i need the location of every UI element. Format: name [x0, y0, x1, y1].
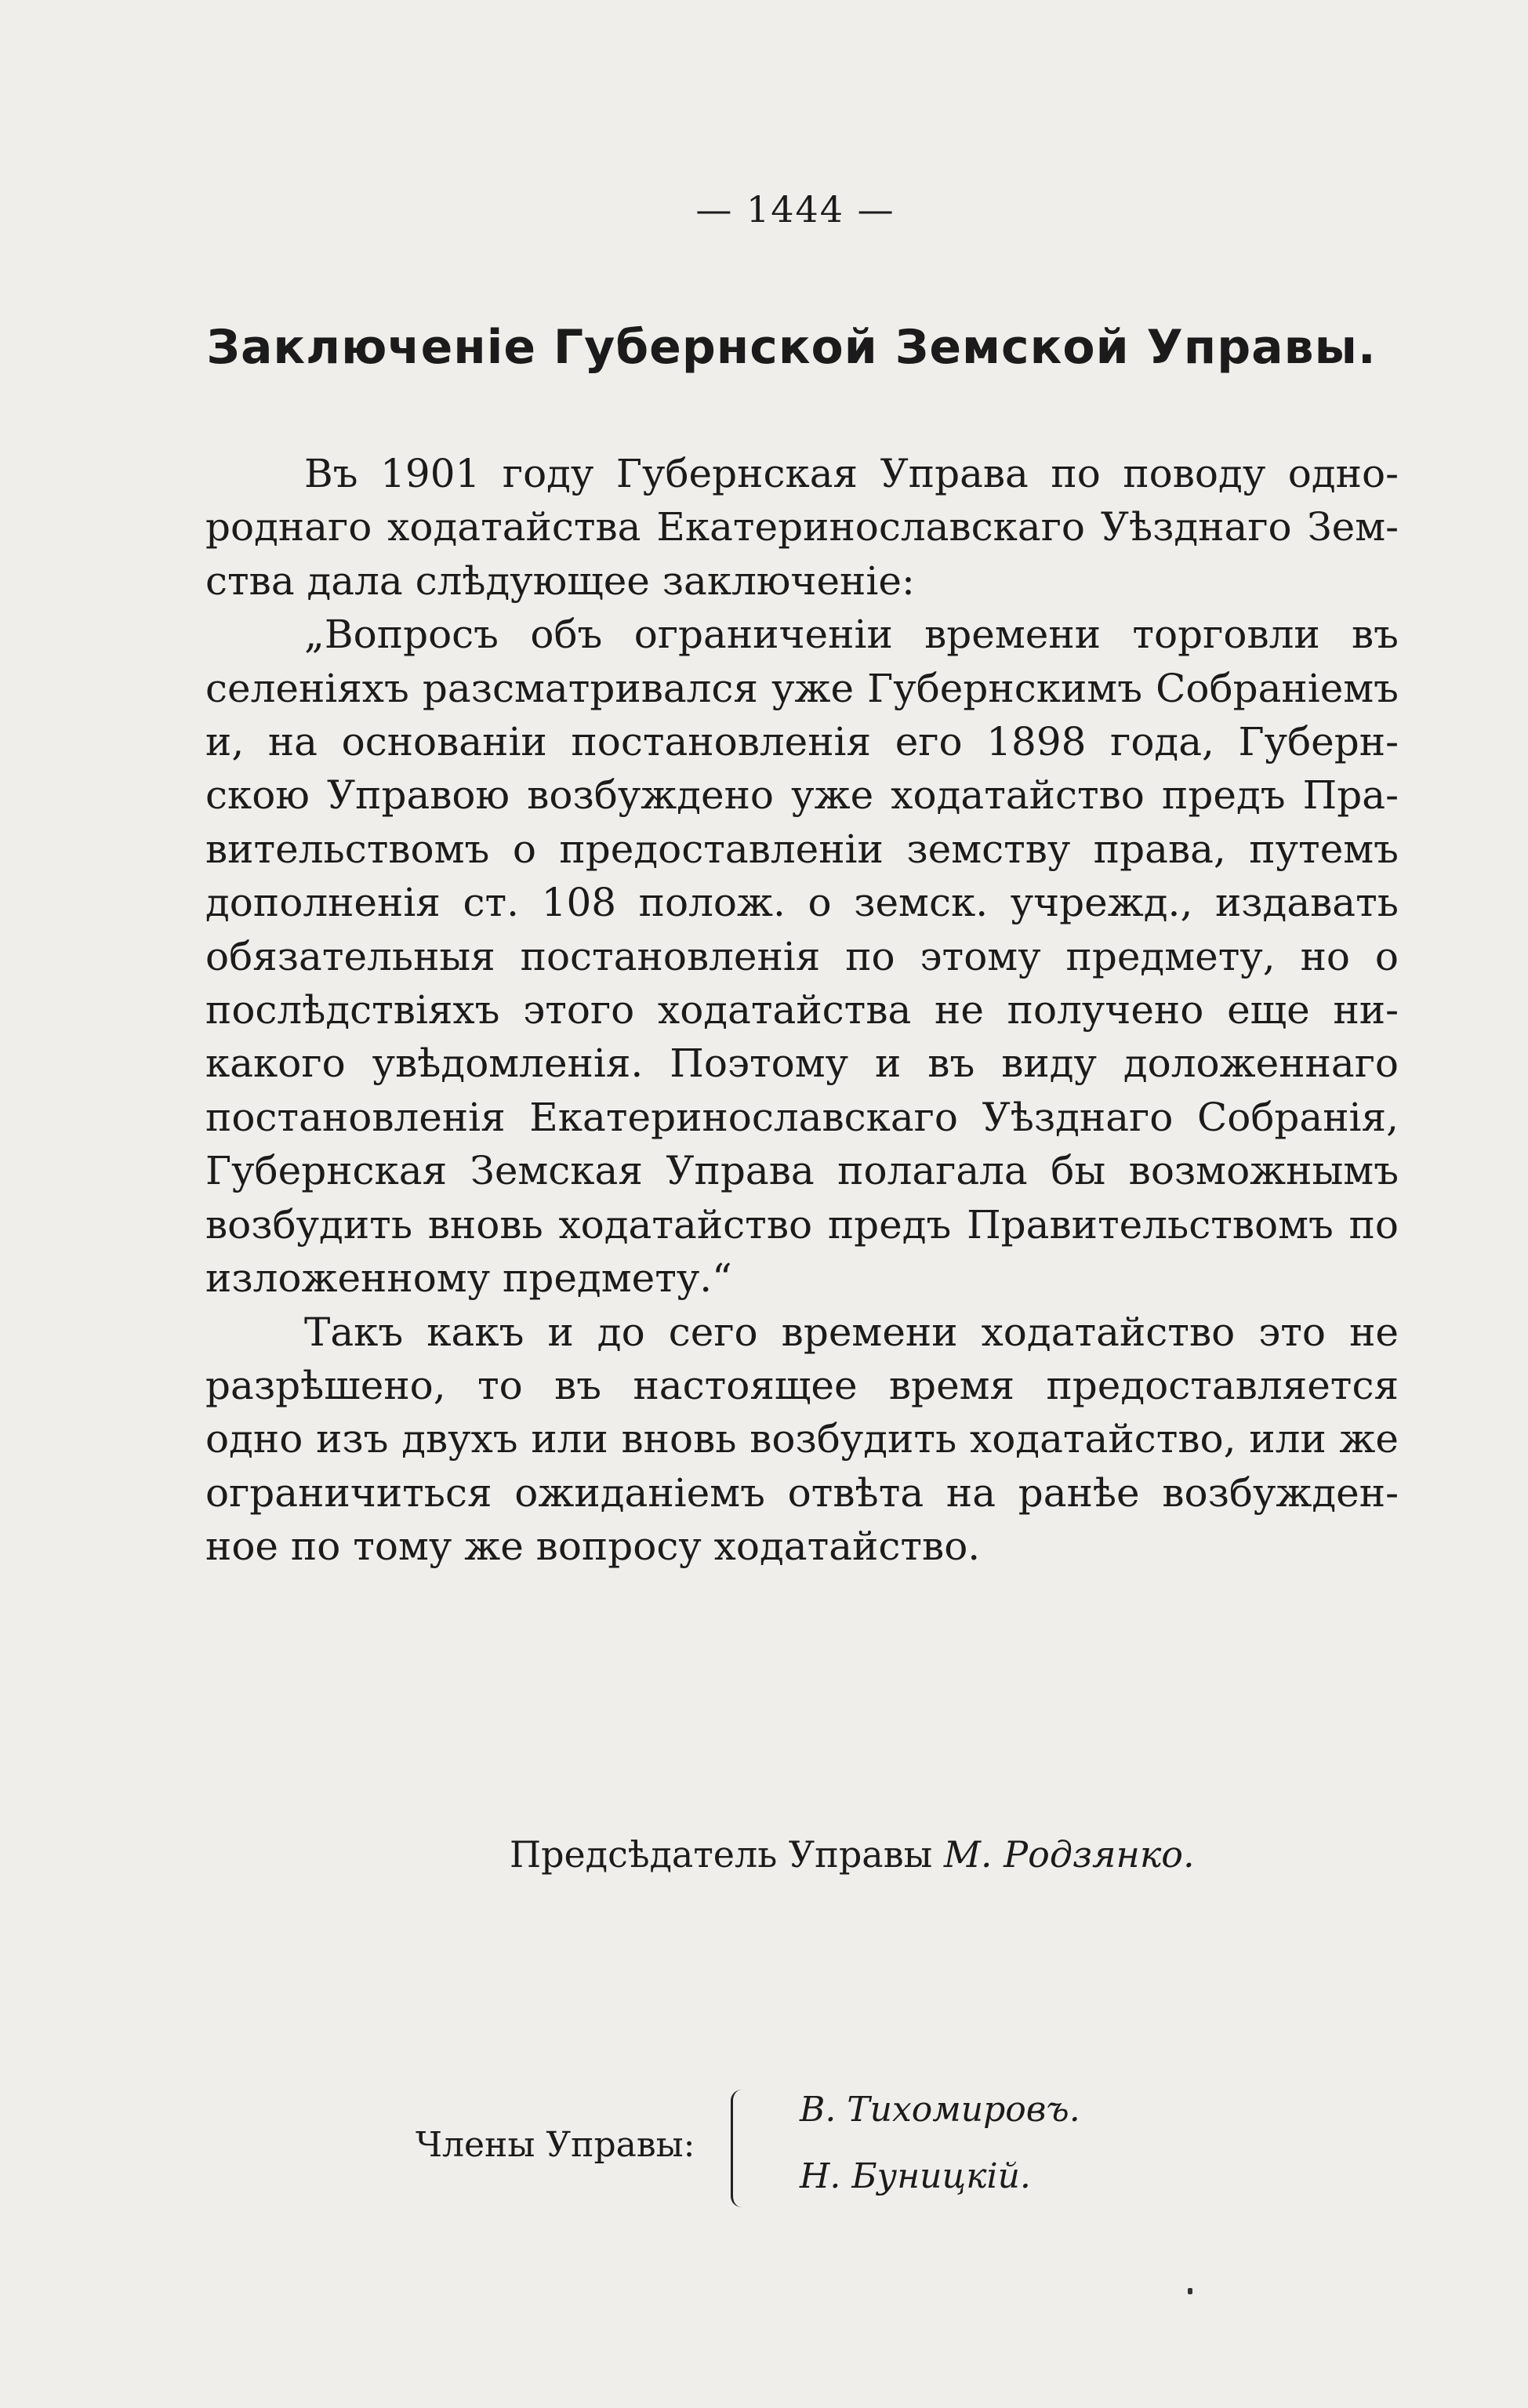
chairman-name: М. Родзянко. — [943, 1833, 1195, 1876]
page-number: — 1444 — — [695, 188, 895, 231]
section-title: Заключеніе Губернской Земской Управы. — [206, 320, 1377, 375]
chairman-label: Предсѣдатель Управы — [510, 1833, 933, 1876]
member-name: Н. Буницкій. — [800, 2156, 1031, 2196]
body-text — [205, 447, 1399, 1574]
members-label: Члены Управы: — [416, 2125, 695, 2165]
paragraph-intro: Въ 1901 году Губернская Управа по поводу одно-роднаго ходатайства Екатеринославскаго Уѣзднаго Зем-ства дала слѣдующее заключеніе: — [205, 451, 1399, 604]
brace-divider — [731, 2090, 749, 2207]
chairman-signature — [510, 1833, 1294, 1876]
print-speck — [1188, 2288, 1192, 2294]
board-members — [416, 2090, 1200, 2215]
paragraph-quote: „Вопросъ объ ограниченіи времени торговли въ селеніяхъ разсматривался уже Губернскимъ Собраніемъ и, на основаніи постановленія его 1898 года, Губерн-скою Управою возбуждено уже ходатайство предъ Пра-вительствомъ о предоставленіи земству права, путемъ дополненія ст. 108 полож. о земск. учрежд., издавать обязательныя постановленія по этому предмету, но о послѣдствіяхъ этого ходатайства не получено еще ни-какого увѣдомленія. Поэтому и въ виду доложеннаго постановленія Екатеринославскаго Уѣзднаго Собранія, Губернская Земская Управа полагала бы возможнымъ возбудить вновь ходатайство предъ Правительствомъ по изложенному предмету.“ — [205, 612, 1399, 1302]
paragraph-conclusion: Такъ какъ и до сего времени ходатайство это не разрѣшено, то въ настоящее время предоставляется одно изъ двухъ или вновь возбудить ходатайство, или же ограничиться ожиданіемъ отвѣта на ранѣе возбужден-ное по тому же вопросу ходатайство. — [205, 1309, 1399, 1570]
member-name: В. Тихомировъ. — [800, 2090, 1080, 2130]
